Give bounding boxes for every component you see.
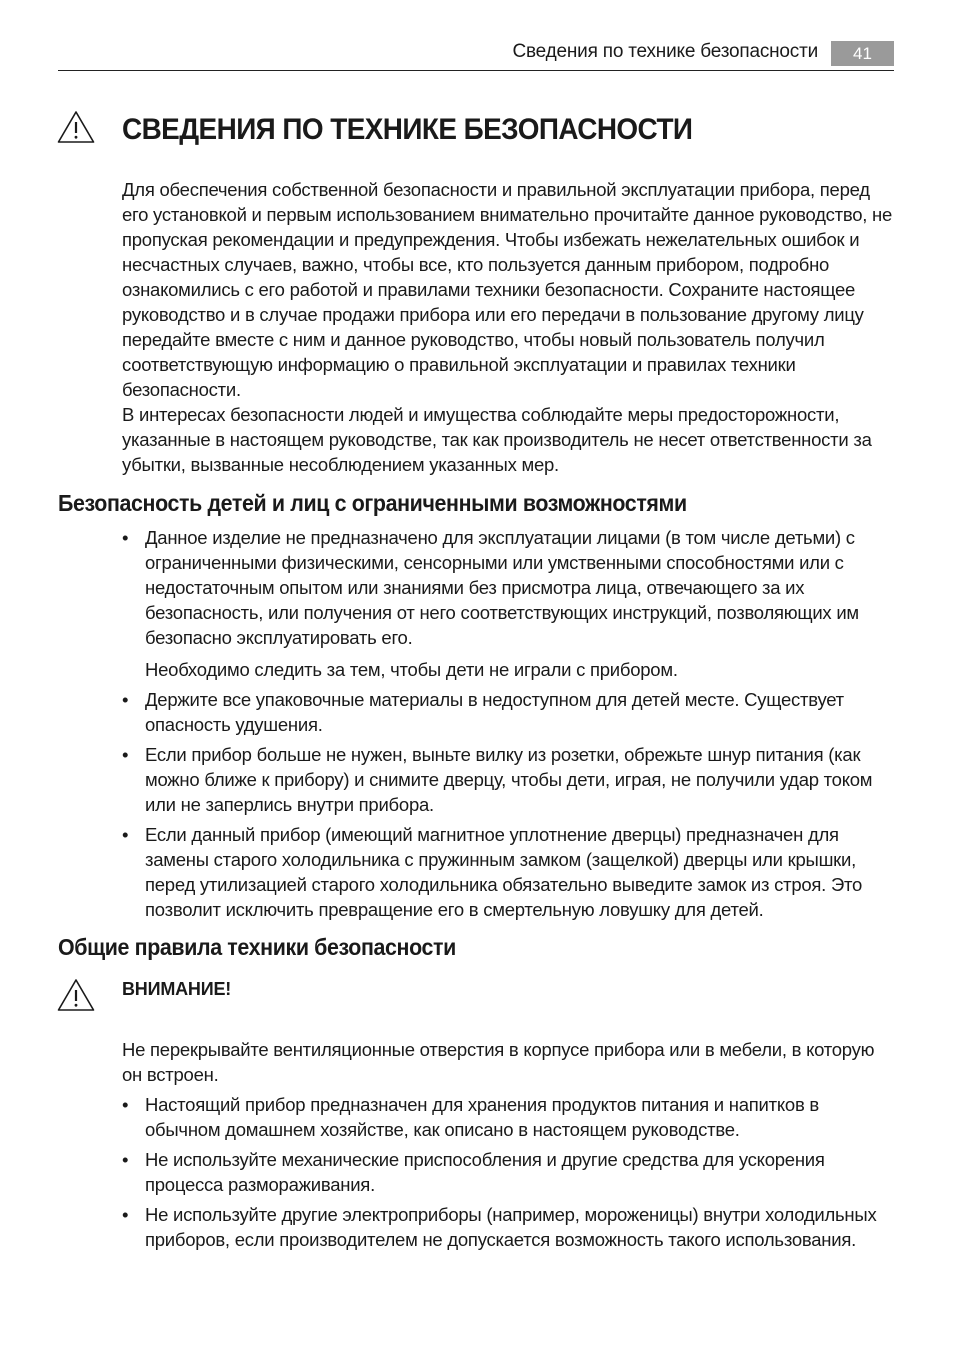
children-safety-list (122, 525, 897, 927)
bullet-marker: • (122, 744, 129, 765)
bullet-marker: • (122, 1094, 129, 1115)
warning-triangle-icon (57, 110, 95, 144)
section-heading-general: Общие правила техники безопасности (58, 934, 456, 960)
running-header-title: Сведения по технике безопасности (512, 41, 818, 62)
bullet-marker: • (122, 689, 129, 710)
list-item-text: Держите все упаковочные материалы в недоступном для детей месте. Существует опасность удушения. (145, 689, 844, 735)
header-rule (58, 70, 894, 71)
section-heading-children: Безопасность детей и лиц с ограниченными возможностями (58, 490, 687, 516)
list-item-text: Не используйте механические приспособления и другие средства для ускорения процесса размораживания. (145, 1149, 825, 1195)
page-number-badge: 41 (831, 41, 894, 66)
warning-triangle-icon (57, 978, 95, 1012)
intro-paragraph-liability: В интересах безопасности людей и имущества соблюдайте меры предосторожности, указанные в настоящем руководстве, так как производитель не несет ответственности за убытки, вызванные несоблюдением указанных мер. (122, 404, 872, 475)
list-item-text: Данное изделие не предназначено для эксплуатации лицами (в том числе детьми) с ограниченными физическими, сенсорными или умственными способностями или с недостаточным опытом или знаниями без присмотра лица, отвечающего за их безопасность, или получения от него соответствующих инструкций, позволяющих им безопасно эксплуатировать его. (145, 527, 859, 648)
warning-text: Не перекрывайте вентиляционные отверстия в корпусе прибора или в мебели, в которую он встроен. (122, 1039, 875, 1085)
bullet-marker: • (122, 1204, 129, 1225)
intro-paragraph: Для обеспечения собственной безопасности и правильной эксплуатации прибора, перед его установкой и первым использованием внимательно прочитайте данное руководство, не пропуская рекомендации и предупреждения. Чтобы избежать нежелательных ошибок и несчастных случаев, важно, чтобы все, кто пользуется данным прибором, подробно ознакомились с его работой и правилами техники безопасности. Сохраните настоящее руководство и в случае продажи прибора или его передачи в пользование другому лицу передайте вместе с ним и данное руководство, чтобы новый пользователь получил соответствующую информацию о правильной эксплуатации и правилах техники безопасности. (122, 179, 893, 400)
list-item-text: Если прибор больше не нужен, выньте вилку из розетки, обрежьте шнур питания (как можно ближе к прибору) и снимите дверцу, чтобы дети, играя, не получили удар током или не заперлись внутри прибора. (145, 744, 873, 815)
list-item-text: Не используйте другие электроприборы (например, мороженицы) внутри холодильных приборов, если производителем не допускается возможность такого использования. (145, 1204, 877, 1250)
list-item (122, 822, 897, 922)
list-item (122, 687, 897, 737)
list-item (122, 1147, 897, 1197)
bullet-marker: • (122, 527, 129, 548)
general-safety-list (122, 1092, 897, 1257)
list-item (122, 1092, 897, 1142)
list-item-text: Настоящий прибор предназначен для хранения продуктов питания и напитков в обычном домашнем хозяйстве, как описано в настоящем руководстве. (145, 1094, 820, 1140)
bullet-marker: • (122, 824, 129, 845)
list-item (122, 1202, 897, 1252)
page-title: СВЕДЕНИЯ ПО ТЕХНИКЕ БЕЗОПАСНОСТИ (122, 113, 693, 146)
list-item-note: Необходимо следить за тем, чтобы дети не играли с прибором. (145, 659, 678, 680)
list-item (122, 742, 897, 817)
bullet-marker: • (122, 1149, 129, 1170)
list-item-text: Если данный прибор (имеющий магнитное уплотнение дверцы) предназначен для замены старого холодильника с пружинным замком (защелкой) дверцы или крышки, перед утилизацией старого холодильника обязательно выведите замок из строя. Это позволит исключить превращение его в смертельную ловушку для детей. (145, 824, 863, 920)
list-item (122, 525, 897, 682)
warning-label: ВНИМАНИЕ! (122, 979, 232, 999)
